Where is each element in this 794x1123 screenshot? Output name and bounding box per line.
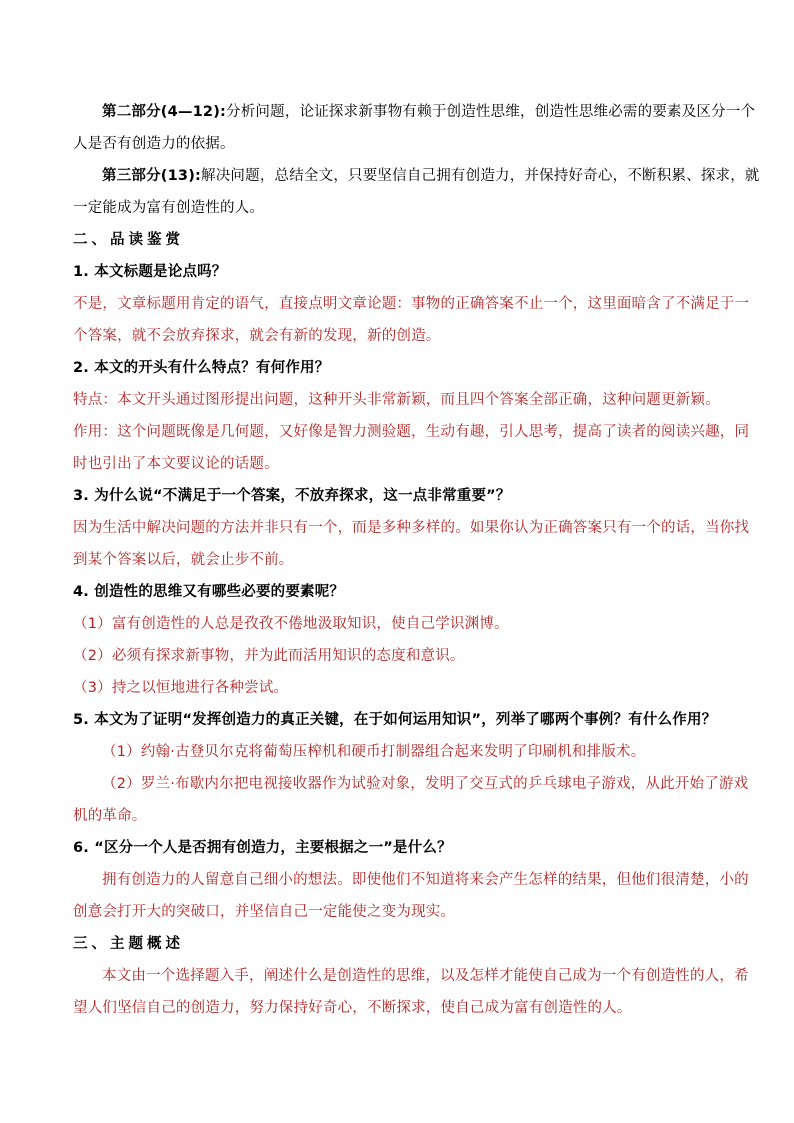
answer-3-line2: 到某个答案以后，就会止步不前。 — [73, 552, 294, 568]
question-4: 4. 创造性的思维又有哪些必要的要素呢？ — [73, 584, 345, 600]
question-5: 5. 本文为了证明“发挥创造力的真正关键，在于如何运用知识”，列举了哪两个事例？有什么作用？ — [73, 712, 717, 728]
answer-2-line2: 作用：这个问题既像是几何题，又好像是智力测验题，生动有趣，引人思考，提高了读者的阅读兴趣，同 — [73, 424, 750, 440]
answer-4-line1: （1）富有创造性的人总是孜孜不倦地汲取知识，使自己学识渊博。 — [73, 616, 509, 632]
part2-text: 分析问题，论证探求新事物有赖于创造性思维，创造性思维必需的要素及区分一个 — [226, 104, 756, 120]
answer-1-line2: 个答案，就不会放弃探求，就会有新的发现，新的创造。 — [73, 328, 441, 344]
answer-2-line3: 时也引出了本文要议论的话题。 — [73, 456, 279, 472]
answer-6-line1: 拥有创造力的人留意自己细小的想法。即使他们不知道将来会产生怎样的结果，但他们很清楚，小的 — [102, 872, 749, 888]
answer-3-line1: 因为生活中解决问题的方法并非只有一个，而是多种多样的。如果你认为正确答案只有一个的话，当你找 — [73, 520, 750, 536]
part3-text: 解决问题，总结全文，只要坚信自己拥有创造力，并保持好奇心，不断积累、探求，就 — [201, 168, 760, 184]
answer-5-line2: （2）罗兰·布歇内尔把电视接收器作为试验对象，发明了交互式的乒乓球电子游戏，从此开始了游戏 — [102, 776, 749, 792]
answer-5-line1: （1）约翰·古登贝尔克将葡萄压榨机和硬币打制器组合起来发明了印刷机和排版术。 — [102, 744, 646, 760]
answer-4-line2: （2）必须有探求新事物，并为此而活用知识的态度和意识。 — [73, 648, 465, 664]
answer-4-line3: （3）持之以恒地进行各种尝试。 — [73, 680, 289, 696]
part2-line1 — [102, 101, 762, 123]
part2-label: 第二部分(4—12): — [102, 104, 227, 120]
answer-5-line3: 机的革命。 — [73, 808, 147, 824]
question-3: 3. 为什么说“不满足于一个答案，不放弃探求，这一点非常重要”？ — [73, 488, 511, 504]
section-title-theme: 三、主题概述 — [73, 936, 184, 952]
part3-line2: 一定能成为富有创造性的人。 — [73, 200, 265, 216]
answer-1-line1: 不是，文章标题用肯定的语气，直接点明文章论题：事物的正确答案不止一个，这里面暗含了不满足于一 — [73, 296, 750, 312]
theme-line1: 本文由一个选择题入手，阐述什么是创造性的思维，以及怎样才能使自己成为一个有创造性的人，希 — [102, 968, 749, 984]
question-6: 6. “区分一个人是否拥有创造力，主要根据之一”是什么？ — [73, 840, 452, 856]
part3-line1 — [102, 165, 762, 187]
answer-6-line2: 创意会打开大的突破口，并坚信自己一定能使之变为现实。 — [73, 904, 456, 920]
theme-line2: 望人们坚信自己的创造力，努力保持好奇心，不断探求，使自己成为富有创造性的人。 — [73, 1000, 632, 1016]
section-title-appreciation: 二、品读鉴赏 — [73, 232, 184, 248]
part3-label: 第三部分(13): — [102, 168, 202, 184]
question-2: 2. 本文的开头有什么特点？有何作用？ — [73, 360, 330, 376]
part2-line2: 人是否有创造力的依据。 — [73, 136, 235, 152]
question-1: 1. 本文标题是论点吗？ — [73, 264, 227, 280]
answer-2-line1: 特点：本文开头通过图形提出问题，这种开头非常新颖，而且四个答案全部正确，这种问题更新颖。 — [73, 392, 720, 408]
